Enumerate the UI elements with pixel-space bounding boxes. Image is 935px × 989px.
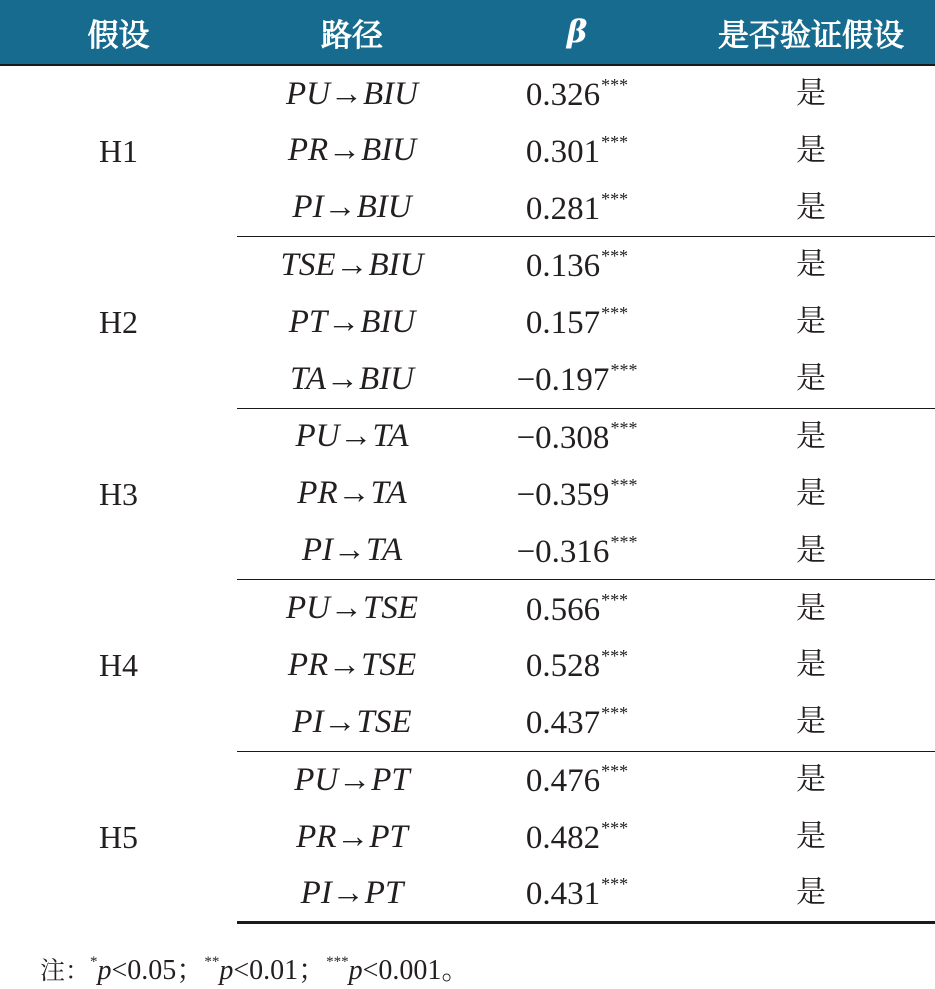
beta-value: 0.437: [525, 705, 601, 742]
significance-stars: ***: [601, 303, 629, 324]
hypothesis-group-h1: [0, 65, 935, 237]
beta-cell: [467, 65, 687, 122]
beta-cell: [467, 408, 687, 465]
beta-cell: [467, 122, 687, 179]
table-row: [0, 408, 935, 465]
beta-value: 0.528: [525, 648, 601, 685]
hypothesis-group-h2: [0, 237, 935, 409]
path-cell: PR→BIU: [287, 132, 417, 169]
verified-cell: 是: [687, 523, 935, 580]
footnote-threshold-1: <0.05: [111, 955, 177, 986]
verified-cell: 是: [796, 819, 826, 855]
path-cell: PR→TSE: [287, 646, 417, 683]
beta-cell: [467, 580, 687, 637]
path-cell: PR→PT: [296, 818, 408, 855]
significance-stars: ***: [610, 474, 638, 495]
table-row: [0, 237, 935, 294]
path-cell: PU→TA: [295, 418, 409, 455]
footnote-p-1: p: [97, 955, 112, 986]
beta-value: 0.326: [525, 77, 601, 114]
hypothesis-group-h4: [0, 580, 935, 752]
hypothesis-cell: H4: [98, 647, 139, 684]
verified-cell: 是: [796, 475, 826, 511]
path-cell: PT→BIU: [288, 303, 416, 340]
footnote-threshold-3: <0.001: [362, 955, 442, 986]
significance-stars: ***: [601, 589, 629, 610]
significance-stars: ***: [601, 246, 629, 267]
verified-cell: 是: [796, 304, 826, 340]
footnote-stars-1: *: [90, 954, 98, 970]
beta-cell: [467, 465, 687, 522]
verified-cell: 是: [687, 351, 935, 408]
table-row: [0, 580, 935, 637]
path-cell: TA→BIU: [237, 351, 467, 408]
footnote-label: 注：: [40, 956, 91, 985]
significance-stars: ***: [610, 531, 638, 552]
footnote-stars-3: ***: [326, 954, 349, 970]
hypothesis-cell: H5: [98, 819, 139, 856]
beta-cell: [467, 866, 687, 923]
significance-stars: ***: [601, 646, 629, 667]
beta-cell: [467, 808, 687, 865]
path-cell: PU→TSE: [286, 590, 418, 627]
footnote-stars-2: **: [204, 954, 220, 970]
verified-cell: 是: [687, 694, 935, 751]
beta-value: −0.308: [516, 419, 610, 456]
beta-value: 0.431: [525, 876, 601, 913]
beta-cell: [467, 351, 687, 408]
header-hypothesis: 假设: [87, 17, 150, 54]
path-cell: TSE→BIU: [280, 246, 424, 283]
verified-cell: 是: [796, 76, 826, 112]
beta-value: −0.316: [516, 533, 610, 570]
hypothesis-group-h3: [0, 408, 935, 580]
significance-stars: ***: [601, 188, 629, 209]
significance-stars: ***: [601, 131, 629, 152]
table-row: [0, 751, 935, 808]
header-beta: β: [566, 14, 588, 50]
verified-cell: 是: [796, 647, 826, 683]
beta-value: −0.197: [516, 362, 610, 399]
beta-cell: [467, 294, 687, 351]
hypothesis-group-h5: [0, 751, 935, 923]
beta-value: 0.301: [525, 133, 601, 170]
hypothesis-cell: H3: [98, 475, 139, 512]
path-cell: PI→TA: [237, 523, 467, 580]
path-cell: PI→PT: [237, 866, 467, 923]
significance-stars: ***: [601, 874, 629, 895]
path-cell: PI→BIU: [237, 179, 467, 236]
verified-cell: 是: [796, 762, 826, 798]
verified-cell: 是: [796, 132, 826, 168]
header-path: 路径: [321, 17, 383, 54]
beta-cell: [467, 179, 687, 236]
beta-value: −0.359: [516, 476, 610, 513]
verified-cell: 是: [687, 179, 935, 236]
verified-cell: 是: [687, 866, 935, 923]
beta-cell: [467, 523, 687, 580]
significance-stars: ***: [601, 75, 629, 96]
beta-value: 0.281: [525, 190, 601, 227]
verified-cell: 是: [796, 247, 826, 283]
path-cell: PR→TA: [297, 475, 407, 512]
path-cell: PU→BIU: [286, 75, 418, 112]
beta-cell: [467, 637, 687, 694]
footnote-p-2: p: [219, 955, 234, 986]
hypothesis-cell: H2: [98, 304, 139, 341]
footnote-separator-1: ；: [176, 955, 205, 986]
path-cell: PI→TSE: [237, 694, 467, 751]
beta-value: 0.157: [525, 305, 601, 342]
table-footnote: [40, 948, 469, 988]
path-cell: PU→PT: [294, 761, 410, 798]
beta-cell: [467, 694, 687, 751]
beta-value: 0.476: [525, 763, 601, 800]
footnote-threshold-2: <0.01: [233, 955, 299, 986]
footnote-p-3: p: [348, 955, 363, 986]
significance-stars: ***: [601, 703, 629, 724]
significance-stars: ***: [610, 360, 638, 381]
beta-value: 0.136: [525, 248, 601, 285]
beta-value: 0.482: [525, 820, 601, 857]
significance-stars: ***: [601, 761, 629, 782]
hypothesis-cell: H1: [98, 133, 139, 170]
beta-cell: [467, 237, 687, 294]
significance-stars: ***: [610, 417, 638, 438]
footnote-end: 。: [441, 955, 470, 986]
significance-stars: ***: [601, 818, 629, 839]
beta-value: 0.566: [525, 591, 601, 628]
header-verified: 是否验证假设: [718, 17, 904, 54]
table-row: [0, 65, 935, 122]
table-header-row: [0, 0, 935, 65]
verified-cell: 是: [796, 418, 826, 454]
footnote-separator-2: ；: [298, 955, 327, 986]
beta-cell: [467, 751, 687, 808]
verified-cell: 是: [796, 590, 826, 626]
